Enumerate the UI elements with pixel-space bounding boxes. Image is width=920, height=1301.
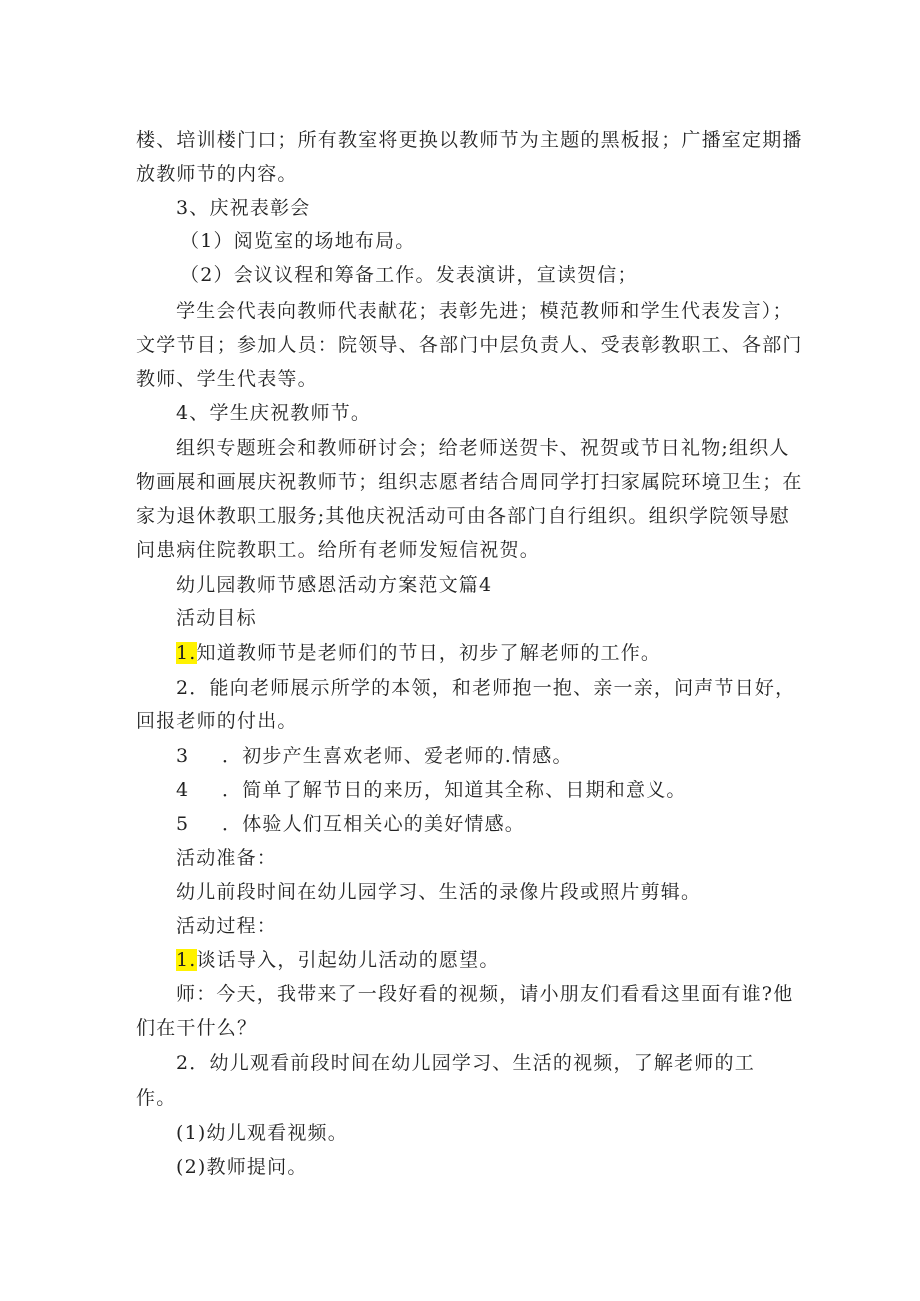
body-text-line: 家为退休教职工服务;其他庆祝活动可由各部门自行组织。组织学院领导慰 <box>136 505 791 527</box>
list-item: （1）阅览室的场地布局。 <box>180 230 416 252</box>
body-text-line: 幼儿前段时间在幼儿园学习、生活的录像片段或照片剪辑。 <box>176 881 702 903</box>
section-heading: 活动过程： <box>176 915 278 937</box>
list-item <box>176 811 525 837</box>
article-title: 幼儿园教师节感恩活动方案范文篇4 <box>176 574 493 596</box>
list-item-text: ．简单了解节日的来历，知道其全称、日期和意义。 <box>222 779 687 801</box>
section-heading: 活动目标 <box>176 607 257 629</box>
section-heading: 3、庆祝表彰会 <box>176 197 311 219</box>
list-number: 5 <box>176 813 190 835</box>
body-text-line: 师：今天，我带来了一段好看的视频，请小朋友们看看这里面有谁?他 <box>176 983 794 1005</box>
highlighted-number: 1. <box>176 949 197 971</box>
list-item: (2)教师提问。 <box>176 1156 308 1178</box>
body-text-line: 教师、学生代表等。 <box>136 368 318 390</box>
list-item-text: ．体验人们互相关心的美好情感。 <box>222 813 526 835</box>
body-text-line: 作。 <box>136 1087 177 1109</box>
list-item-text: 知道教师节是老师们的节日，初步了解老师的工作。 <box>196 642 662 664</box>
list-item: （2）会议议程和筹备工作。发表演讲，宣读贺信； <box>180 264 638 286</box>
body-text-line: 物画展和画展庆祝教师节；组织志愿者结合周同学打扫家属院环境卫生；在 <box>136 471 803 493</box>
list-item <box>176 640 661 666</box>
section-heading: 活动准备： <box>176 847 278 869</box>
list-item <box>176 777 687 803</box>
body-text-line: 楼、培训楼门口；所有教室将更换以教师节为主题的黑板报；广播室定期播 <box>136 129 803 151</box>
highlighted-number: 1. <box>176 642 197 664</box>
section-heading: 4、学生庆祝教师节。 <box>176 402 372 424</box>
body-text-line: 组织专题班会和教师研讨会；给老师送贺卡、祝贺或节日礼物;组织人 <box>176 437 790 459</box>
list-item: 2．能向老师展示所学的本领，和老师抱一抱、亲一亲，问声节日好， <box>176 677 796 699</box>
body-text-line: 放教师节的内容。 <box>136 163 298 185</box>
list-item-text: 谈话导入，引起幼儿活动的愿望。 <box>196 949 500 971</box>
list-item-text: ．初步产生喜欢老师、爱老师的.情感。 <box>222 745 573 767</box>
list-number: 4 <box>176 779 190 801</box>
list-item: (1)幼儿观看视频。 <box>176 1122 348 1144</box>
body-text-line: 回报老师的付出。 <box>136 710 298 732</box>
body-text-line: 问患病住院教职工。给所有老师发短信祝贺。 <box>136 539 541 561</box>
list-number: 3 <box>176 745 190 767</box>
body-text-line: 学生会代表向教师代表献花；表彰先进；模范教师和学生代表发言）； <box>176 300 793 322</box>
body-text-line: 们在干什么？ <box>136 1017 258 1039</box>
list-item <box>176 947 500 973</box>
body-text-line: 文学节目；参加人员：院领导、各部门中层负责人、受表彰教职工、各部门 <box>136 334 803 356</box>
list-item: 2．幼儿观看前段时间在幼儿园学习、生活的视频，了解老师的工 <box>176 1052 755 1074</box>
list-item <box>176 743 573 769</box>
